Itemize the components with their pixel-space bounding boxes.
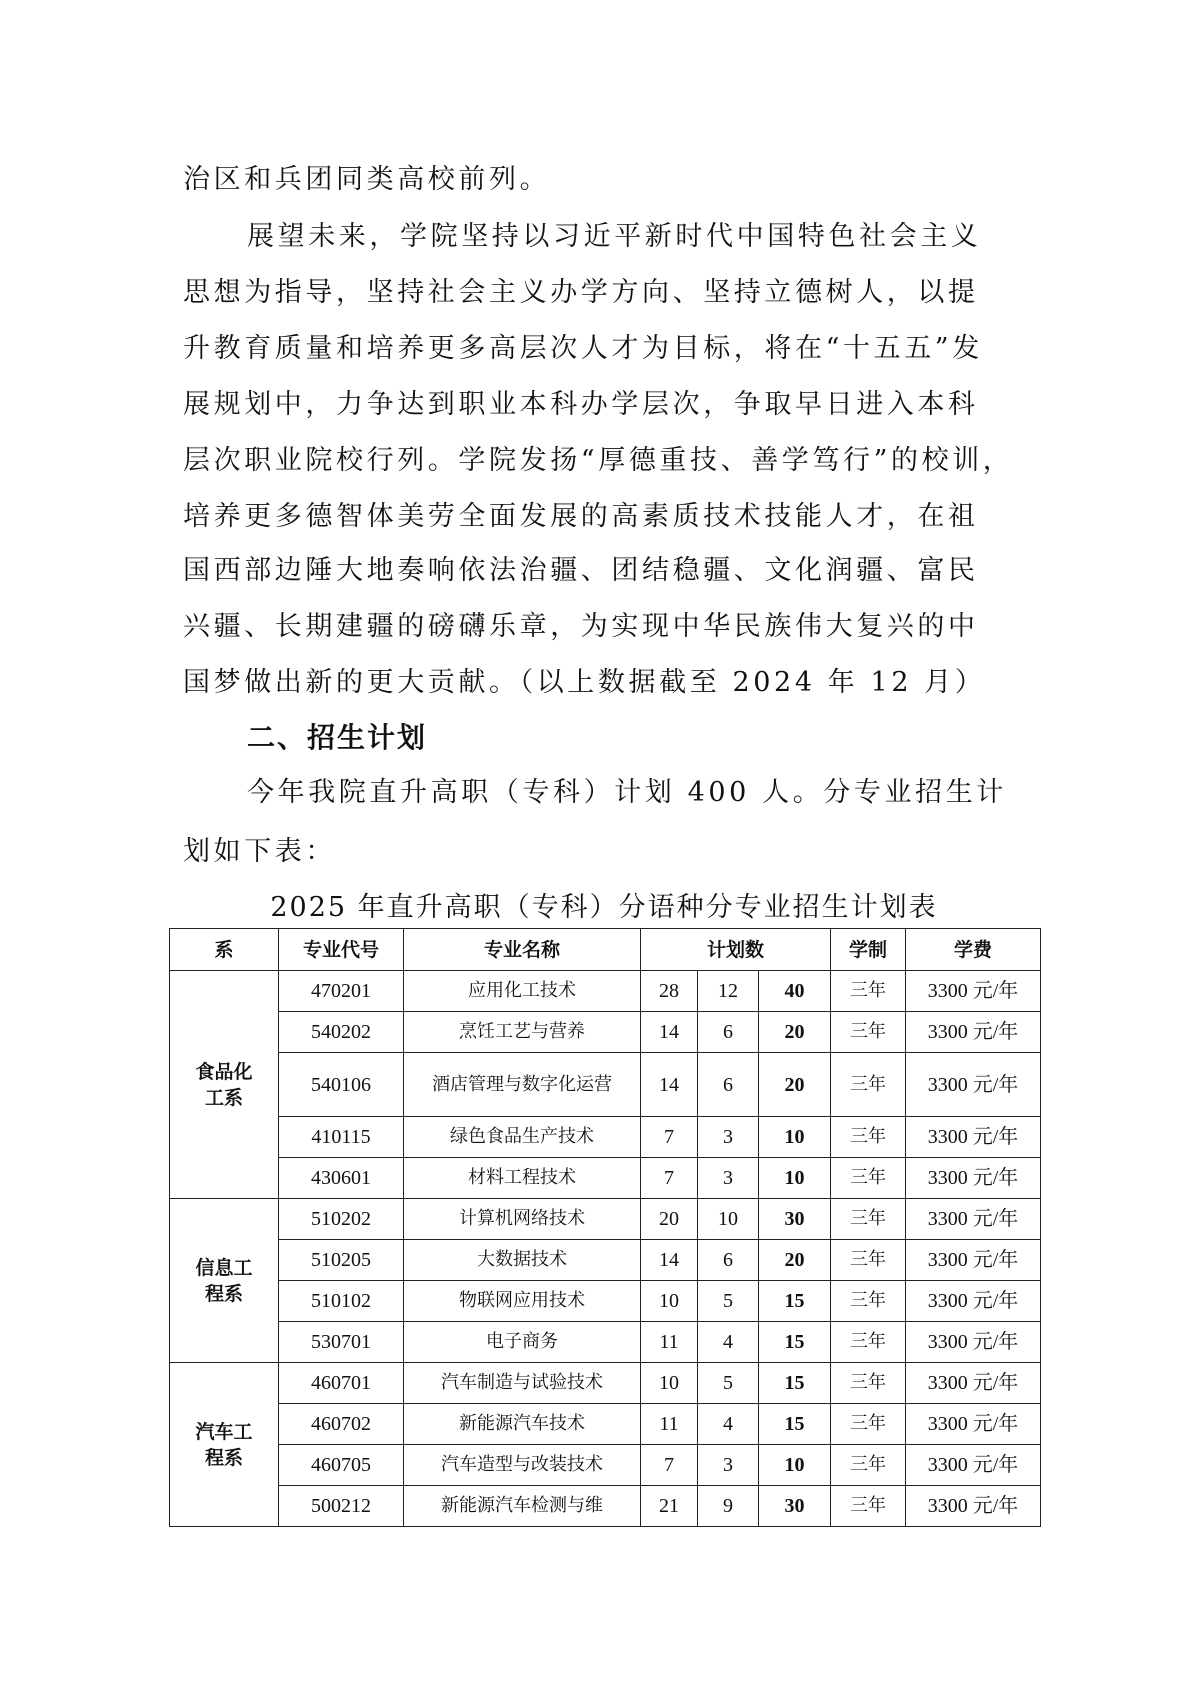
major-name-cell: 新能源汽车技术 [404, 1404, 641, 1445]
duration-cell: 三年 [831, 1404, 906, 1445]
header-dept: 系 [170, 929, 279, 971]
plan-count-a-cell: 28 [641, 971, 698, 1012]
plan-total-cell: 15 [759, 1281, 831, 1322]
paragraph-line: 思想为指导，坚持社会主义办学方向、坚持立德树人，以提 [183, 277, 979, 308]
paragraph-line: 国梦做出新的更大贡献。（以上数据截至 2024 年 12 月） [183, 667, 986, 698]
plan-count-a-cell: 7 [641, 1445, 698, 1486]
fee-cell: 3300 元/年 [906, 1281, 1041, 1322]
paragraph-line: 展望未来，学院坚持以习近平新时代中国特色社会主义 [247, 221, 982, 252]
paragraph-line: 兴疆、长期建疆的磅礴乐章，为实现中华民族伟大复兴的中 [183, 611, 979, 642]
header-fee: 学费 [906, 929, 1041, 971]
major-name-cell: 电子商务 [404, 1322, 641, 1363]
major-code-cell: 430601 [279, 1158, 404, 1199]
plan-count-a-cell: 11 [641, 1404, 698, 1445]
major-name-cell: 大数据技术 [404, 1240, 641, 1281]
table-caption: 2025 年直升高职（专科）分语种分专业招生计划表 [270, 892, 938, 923]
fee-cell: 3300 元/年 [906, 1012, 1041, 1053]
section-heading: 二、招生计划 [247, 721, 428, 754]
major-name-cell: 汽车造型与改装技术 [404, 1445, 641, 1486]
major-name-cell: 材料工程技术 [404, 1158, 641, 1199]
major-code-cell: 530701 [279, 1322, 404, 1363]
major-name-cell: 应用化工技术 [404, 971, 641, 1012]
duration-cell: 三年 [831, 1158, 906, 1199]
plan-total-cell: 10 [759, 1117, 831, 1158]
paragraph-line: 升教育质量和培养更多高层次人才为目标，将在“十五五”发 [183, 333, 983, 364]
duration-cell: 三年 [831, 1486, 906, 1527]
plan-count-a-cell: 10 [641, 1363, 698, 1404]
duration-cell: 三年 [831, 1281, 906, 1322]
plan-total-cell: 30 [759, 1199, 831, 1240]
fee-cell: 3300 元/年 [906, 971, 1041, 1012]
major-code-cell: 500212 [279, 1486, 404, 1527]
fee-cell: 3300 元/年 [906, 1199, 1041, 1240]
major-code-cell: 510202 [279, 1199, 404, 1240]
major-code-cell: 540106 [279, 1053, 404, 1117]
plan-count-a-cell: 14 [641, 1240, 698, 1281]
header-duration: 学制 [831, 929, 906, 971]
plan-total-cell: 20 [759, 1053, 831, 1117]
plan-total-cell: 40 [759, 971, 831, 1012]
header-code: 专业代号 [279, 929, 404, 971]
duration-cell: 三年 [831, 1199, 906, 1240]
plan-total-cell: 10 [759, 1158, 831, 1199]
plan-count-a-cell: 7 [641, 1117, 698, 1158]
table-row [170, 1322, 1041, 1363]
plan-count-a-cell: 11 [641, 1322, 698, 1363]
table-header-row [170, 929, 1041, 971]
plan-total-cell: 15 [759, 1363, 831, 1404]
paragraph-line: 培养更多德智体美劳全面发展的高素质技术技能人才，在祖 [183, 501, 979, 532]
intro-line: 今年我院直升高职（专科）计划 400 人。分专业招生计 [247, 777, 1007, 808]
duration-cell: 三年 [831, 1012, 906, 1053]
fee-cell: 3300 元/年 [906, 1445, 1041, 1486]
fee-cell: 3300 元/年 [906, 1322, 1041, 1363]
major-name-cell: 烹饪工艺与营养 [404, 1012, 641, 1053]
plan-count-b-cell: 6 [698, 1240, 759, 1281]
plan-total-cell: 30 [759, 1486, 831, 1527]
table-row [170, 1486, 1041, 1527]
table-row [170, 1117, 1041, 1158]
table-row [170, 1012, 1041, 1053]
major-name-cell: 绿色食品生产技术 [404, 1117, 641, 1158]
plan-count-b-cell: 6 [698, 1012, 759, 1053]
duration-cell: 三年 [831, 1053, 906, 1117]
plan-count-b-cell: 3 [698, 1158, 759, 1199]
fee-cell: 3300 元/年 [906, 1404, 1041, 1445]
major-code-cell: 460702 [279, 1404, 404, 1445]
fee-cell: 3300 元/年 [906, 1240, 1041, 1281]
major-name-cell: 计算机网络技术 [404, 1199, 641, 1240]
major-code-cell: 510205 [279, 1240, 404, 1281]
header-plan: 计划数 [641, 929, 831, 971]
plan-count-a-cell: 21 [641, 1486, 698, 1527]
paragraph-line: 国西部边陲大地奏响依法治疆、团结稳疆、文化润疆、富民 [183, 555, 979, 586]
table-row [170, 1053, 1041, 1117]
major-code-cell: 510102 [279, 1281, 404, 1322]
table-row [170, 1281, 1041, 1322]
plan-count-a-cell: 14 [641, 1053, 698, 1117]
duration-cell: 三年 [831, 1363, 906, 1404]
fee-cell: 3300 元/年 [906, 1158, 1041, 1199]
plan-count-b-cell: 5 [698, 1363, 759, 1404]
table-row [170, 1363, 1041, 1404]
duration-cell: 三年 [831, 1240, 906, 1281]
header-name: 专业名称 [404, 929, 641, 971]
plan-count-b-cell: 3 [698, 1445, 759, 1486]
fee-cell: 3300 元/年 [906, 1363, 1041, 1404]
paragraph-line: 治区和兵团同类高校前列。 [183, 164, 551, 195]
major-code-cell: 460701 [279, 1363, 404, 1404]
table-row [170, 1199, 1041, 1240]
plan-total-cell: 20 [759, 1240, 831, 1281]
table-row [170, 1158, 1041, 1199]
paragraph-line: 展规划中，力争达到职业本科办学层次，争取早日进入本科 [183, 389, 979, 420]
duration-cell: 三年 [831, 1445, 906, 1486]
department-cell: 食品化 工系 [170, 971, 279, 1199]
intro-line: 划如下表： [183, 836, 336, 867]
paragraph-line: 层次职业院校行列。学院发扬“厚德重技、善学笃行”的校训， [183, 445, 1014, 476]
plan-count-b-cell: 6 [698, 1053, 759, 1117]
duration-cell: 三年 [831, 1117, 906, 1158]
plan-count-b-cell: 9 [698, 1486, 759, 1527]
duration-cell: 三年 [831, 1322, 906, 1363]
department-cell: 汽车工 程系 [170, 1363, 279, 1527]
enrollment-plan-table [169, 928, 1041, 1527]
table-row [170, 1445, 1041, 1486]
plan-total-cell: 10 [759, 1445, 831, 1486]
major-code-cell: 540202 [279, 1012, 404, 1053]
plan-count-b-cell: 4 [698, 1404, 759, 1445]
major-name-cell: 汽车制造与试验技术 [404, 1363, 641, 1404]
plan-count-b-cell: 10 [698, 1199, 759, 1240]
plan-count-b-cell: 5 [698, 1281, 759, 1322]
fee-cell: 3300 元/年 [906, 1486, 1041, 1527]
major-code-cell: 410115 [279, 1117, 404, 1158]
plan-total-cell: 15 [759, 1404, 831, 1445]
major-name-cell: 新能源汽车检测与维 [404, 1486, 641, 1527]
plan-total-cell: 15 [759, 1322, 831, 1363]
major-name-cell: 物联网应用技术 [404, 1281, 641, 1322]
fee-cell: 3300 元/年 [906, 1117, 1041, 1158]
plan-count-b-cell: 4 [698, 1322, 759, 1363]
plan-total-cell: 20 [759, 1012, 831, 1053]
major-code-cell: 470201 [279, 971, 404, 1012]
major-name-cell: 酒店管理与数字化运营 [404, 1053, 641, 1117]
plan-count-a-cell: 7 [641, 1158, 698, 1199]
plan-count-b-cell: 3 [698, 1117, 759, 1158]
plan-count-a-cell: 20 [641, 1199, 698, 1240]
major-code-cell: 460705 [279, 1445, 404, 1486]
table-row [170, 1404, 1041, 1445]
duration-cell: 三年 [831, 971, 906, 1012]
plan-count-a-cell: 14 [641, 1012, 698, 1053]
plan-count-b-cell: 12 [698, 971, 759, 1012]
table-row [170, 1240, 1041, 1281]
table-row [170, 971, 1041, 1012]
department-cell: 信息工 程系 [170, 1199, 279, 1363]
plan-count-a-cell: 10 [641, 1281, 698, 1322]
fee-cell: 3300 元/年 [906, 1053, 1041, 1117]
